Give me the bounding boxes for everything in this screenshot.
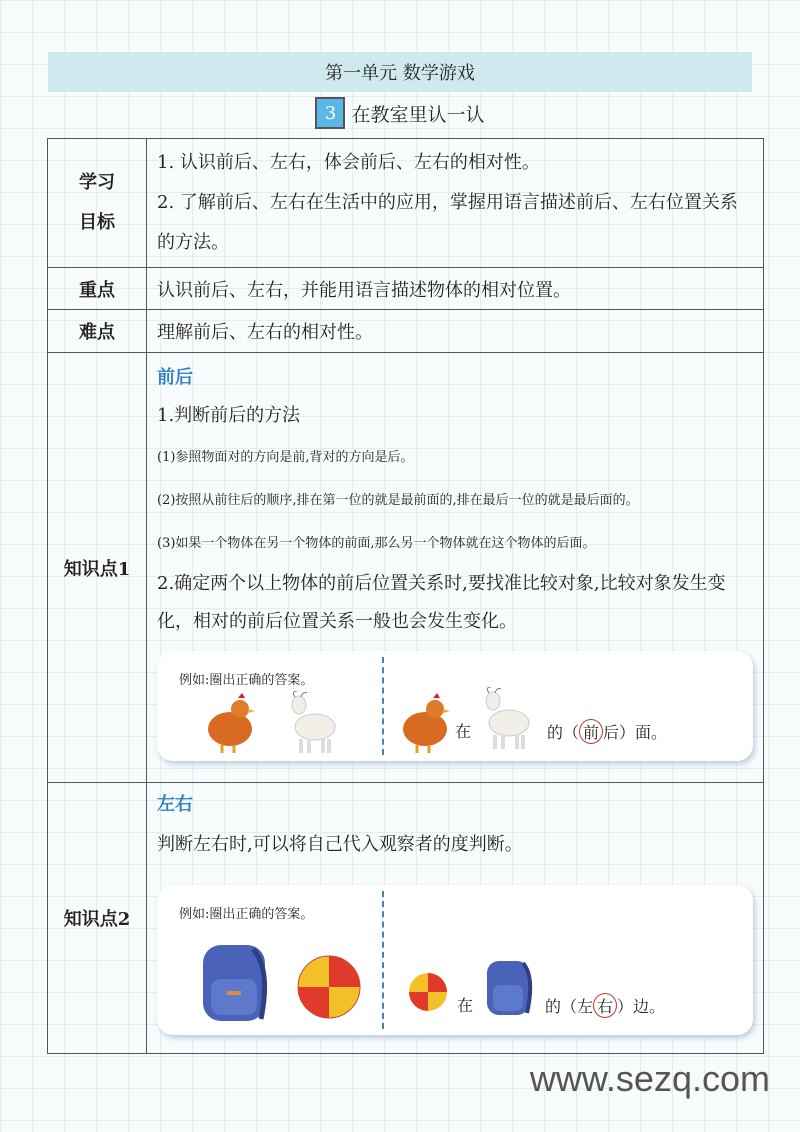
- unit-title: 第一单元 数学游戏: [325, 63, 475, 84]
- row-goals: [48, 139, 764, 268]
- example-answer: [547, 719, 667, 744]
- watermark: www.sezq.com: [529, 1058, 770, 1099]
- k2-section: 左右: [157, 794, 193, 815]
- ball-icon: [295, 953, 363, 1021]
- k1-example-card: [157, 651, 753, 761]
- k1-section: 前后: [157, 367, 193, 388]
- lesson-heading: [0, 97, 800, 129]
- goal-item: 2. 了解前后、左右在生活中的应用，掌握用语言描述前后、左右位置关系的方法。: [157, 192, 738, 253]
- example-label: 例如:圈出正确的答案。: [179, 673, 314, 688]
- chicken-icon: [397, 693, 452, 753]
- row-knowledge-2: [48, 783, 764, 1054]
- k1-heading-2: 2.确定两个以上物体的前后位置关系时,要找准比较对象,比较对象发生变化，相对的前后位置关系一般也会发生变化。: [157, 573, 726, 632]
- answer-option[interactable]: 左: [577, 997, 594, 1016]
- k2-label: 知识点2: [48, 783, 147, 1054]
- answer-suffix: ）面。: [619, 723, 668, 742]
- goat-icon: [285, 691, 340, 756]
- k1-heading-1: 1.判断前后的方法: [157, 405, 301, 426]
- ball-icon: [407, 971, 449, 1013]
- lesson-plan-table: [47, 138, 764, 1054]
- answer-option-circled[interactable]: 前: [579, 719, 603, 744]
- label-line: 学习: [79, 172, 115, 193]
- answer-option-circled[interactable]: 右: [593, 993, 617, 1018]
- row-key: [48, 268, 764, 310]
- answer-option[interactable]: 后: [603, 723, 620, 742]
- difficult-label: 难点: [48, 310, 147, 353]
- k2-text: 判断左右时,可以将自己代入观察者的度判断。: [157, 834, 523, 855]
- k2-example-card: [157, 885, 753, 1035]
- example-divider: [382, 657, 384, 755]
- key-label: 重点: [48, 268, 147, 310]
- k1-sub: (3)如果一个物体在另一个物体的前面,那么另一个物体就在这个物体的后面。: [157, 536, 596, 551]
- unit-title-banner: [48, 52, 752, 92]
- answer-prefix: 的（: [547, 723, 580, 742]
- answer-prefix: 的（: [545, 997, 578, 1016]
- example-zai: 在: [457, 996, 474, 1015]
- goals-label: [48, 139, 147, 268]
- difficult-text: 理解前后、左右的相对性。: [147, 310, 764, 353]
- backpack-icon: [483, 955, 535, 1017]
- row-difficult: [48, 310, 764, 353]
- chicken-icon: [202, 693, 257, 753]
- example-answer: [545, 993, 665, 1018]
- key-text: 认识前后、左右，并能用语言描述物体的相对位置。: [147, 268, 764, 310]
- k1-label: 知识点1: [48, 353, 147, 783]
- answer-suffix: ）边。: [617, 997, 666, 1016]
- example-divider: [382, 891, 384, 1029]
- backpack-icon: [195, 935, 275, 1025]
- example-zai: 在: [455, 722, 472, 741]
- lesson-title: 在教室里认一认: [351, 103, 485, 126]
- row-knowledge-1: [48, 353, 764, 783]
- goat-icon: [479, 687, 534, 752]
- k1-sub: (1)参照物面对的方向是前,背对的方向是后。: [157, 450, 414, 465]
- lesson-number-badge: 3: [315, 97, 345, 129]
- label-line: 目标: [79, 212, 115, 233]
- example-label: 例如:圈出正确的答案。: [179, 907, 314, 922]
- goal-item: 1. 认识前后、左右，体会前后、左右的相对性。: [157, 152, 540, 173]
- k1-sub: (2)按照从前往后的顺序,排在第一位的就是最前面的,排在最后一位的就是最后面的。: [157, 493, 639, 508]
